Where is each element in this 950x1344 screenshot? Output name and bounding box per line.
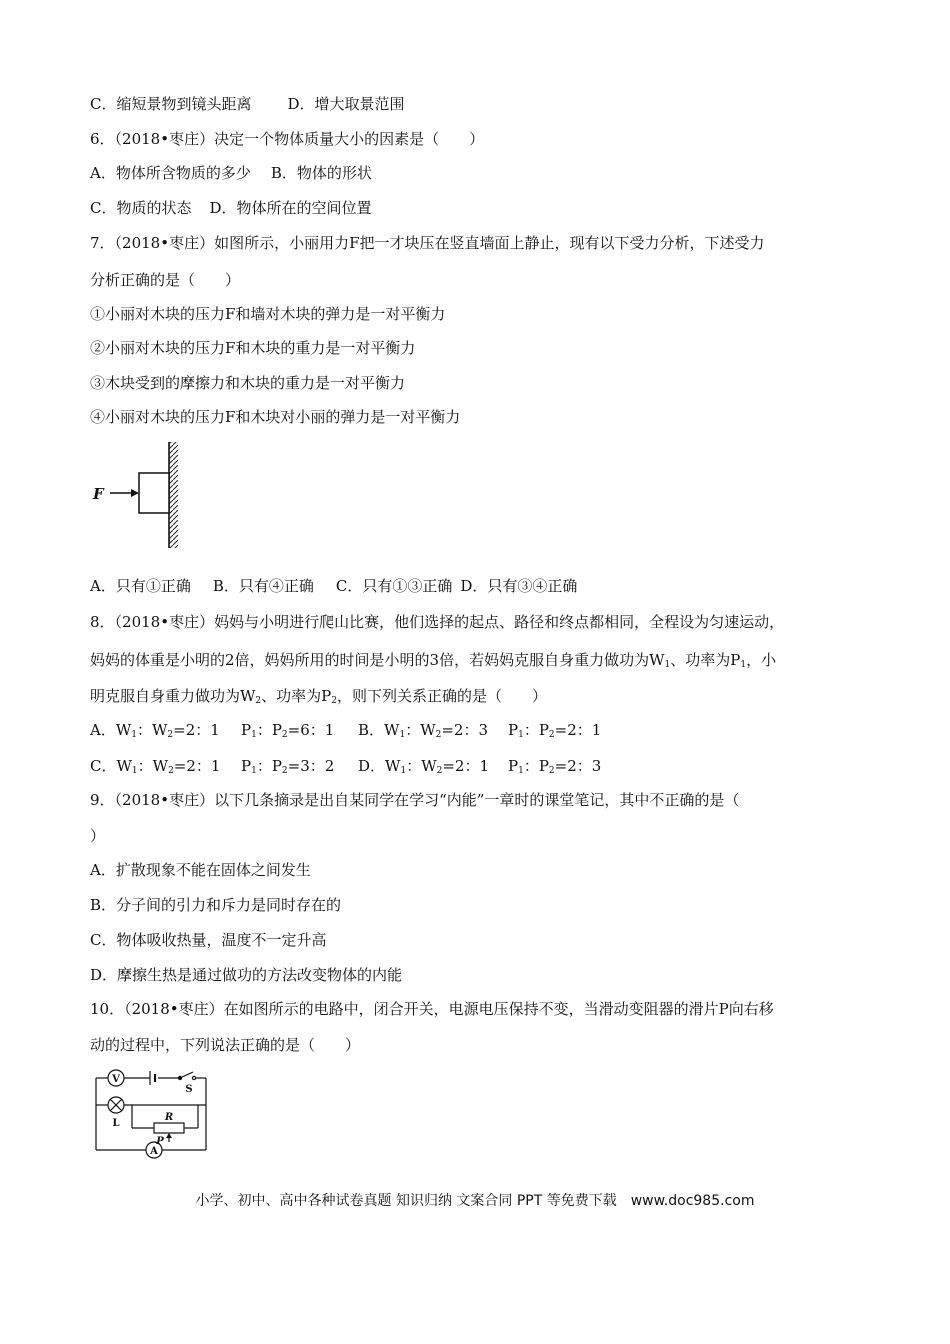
q7-statement-1: ①小丽对木块的压力F和墙对木块的弹力是一对平衡力 (90, 305, 446, 323)
q10-stem-line1: 10．（2018•枣庄）在如图所示的电路中，闭合开关，电源电压保持不变，当滑动变阻器的滑片P向右移 (90, 1000, 774, 1018)
q8-stem-text: 、功率为P (670, 651, 741, 669)
q8-option-a-work: A．$W_1$：$W_2=2$：1 (90, 721, 220, 740)
q8-option-d-power: $P_1$：$P_2=2$：3 (508, 757, 602, 776)
q8-stem-line3 (90, 686, 547, 711)
voltmeter-label: V (112, 1074, 120, 1085)
q9-stem-line2: ） (90, 827, 106, 845)
wood-block (139, 473, 169, 513)
q8-option-c-work: C．$W_1$：$W_2=2$：1 (90, 757, 221, 776)
q8-option-a-power: $P_1$：$P_2=6$：1 (241, 721, 335, 740)
resistor-label: R (164, 1112, 174, 1123)
q6-options-ab (90, 163, 372, 183)
q9-stem-line1: 9．（2018•枣庄）以下几条摘录是出自某同学在学习“内能”一章时的课堂笔记，其中不正确的是（ (90, 791, 740, 809)
q10-circuit-figure (92, 1068, 214, 1160)
q9-option-a: A．扩散现象不能在固体之间发生 (90, 861, 311, 879)
switch-label: S (185, 1084, 193, 1095)
q8-option-b-work: B．$W_1$：$W_2=2$：3 (358, 721, 488, 740)
q6-option-a: A．物体所含物质的多少 (90, 164, 251, 182)
q6-options-cd (90, 198, 372, 218)
q8-stem-line2 (90, 650, 776, 675)
subscript: 1 (664, 660, 671, 670)
subscript: 2 (331, 696, 337, 706)
q7-stem-line2: 分析正确的是（ ） (90, 271, 241, 289)
q8-option-c-power: $P_1$：$P_2=3$：2 (241, 757, 335, 776)
q9-option-d: D．摩擦生热是通过做功的方法改变物体的内能 (90, 966, 403, 984)
slider-label: P (156, 1136, 164, 1147)
q7-option-a: A．只有①正确 (90, 577, 191, 595)
q6-option-c: C．物质的状态 (90, 199, 192, 217)
lamp-label: L (112, 1118, 120, 1129)
subscript: 1 (740, 660, 747, 670)
resistor (154, 1123, 184, 1133)
ammeter-label: A (150, 1146, 158, 1157)
q7-options (90, 576, 577, 596)
q6-stem: 6．（2018•枣庄）决定一个物体质量大小的因素是（ ） (90, 130, 485, 148)
q8-stem-text: 明克服自身重力做功为W (90, 687, 256, 705)
q8-stem-line1: 8．（2018•枣庄）妈妈与小明进行爬山比赛，他们选择的起点、路径和终点都相同，全程设为匀速运动， (90, 613, 785, 631)
subscript: 2 (255, 696, 262, 706)
q5-options-cd (90, 94, 405, 114)
force-label: F (93, 485, 104, 503)
page-footer: 小学、初中、高中各种试卷真题 知识归纳 文案合同 PPT 等免费下载 www.doc985.com (195, 1193, 755, 1209)
q7-option-b: B．只有④正确 (212, 577, 314, 595)
q7-option-c: C．只有①③正确 (335, 577, 453, 595)
q7-stem-line1: 7．（2018•枣庄）如图所示，小丽用力F把一才块压在竖直墙面上静止，现有以下受力分析，下述受力 (90, 234, 765, 252)
q8-stem-text: 妈妈的体重是小明的2倍，妈妈所用的时间是小明的3倍，若妈妈克服自身重力做功为W (90, 651, 665, 669)
q8-stem-text: ，则下列关系正确的是（ ） (336, 687, 547, 705)
force-arrow-head (131, 489, 139, 497)
q7-figure (88, 440, 188, 552)
q8-option-b-power: $P_1$：$P_2=2$：1 (508, 721, 602, 740)
q7-statement-4: ④小丽对木块的压力F和木块对小丽的弹力是一对平衡力 (90, 408, 461, 426)
q8-option-d-work: D．$W_1$：$W_2=2$：1 (358, 757, 489, 776)
q10-stem-line2: 动的过程中，下列说法正确的是（ ） (90, 1036, 361, 1054)
q8-stem-text: ，小 (746, 651, 777, 669)
q7-option-d: D．只有③④正确 (460, 577, 578, 595)
q8-stem-text: 、功率为P (261, 687, 332, 705)
wall-hatching (169, 442, 178, 548)
q5-option-d: D．增大取景范围 (287, 95, 405, 113)
q9-option-b: B．分子间的引力和斥力是同时存在的 (90, 896, 342, 914)
q6-option-b: B．物体的形状 (270, 164, 372, 182)
q7-statement-2: ②小丽对木块的压力F和木块的重力是一对平衡力 (90, 339, 416, 357)
q7-statement-3: ③木块受到的摩擦力和木块的重力是一对平衡力 (90, 374, 406, 392)
q6-option-d: D．物体所在的空间位置 (209, 199, 372, 217)
q9-option-c: C．物体吸收热量，温度不一定升高 (90, 931, 327, 949)
q5-option-c: C．缩短景物到镜头距离 (90, 95, 252, 113)
